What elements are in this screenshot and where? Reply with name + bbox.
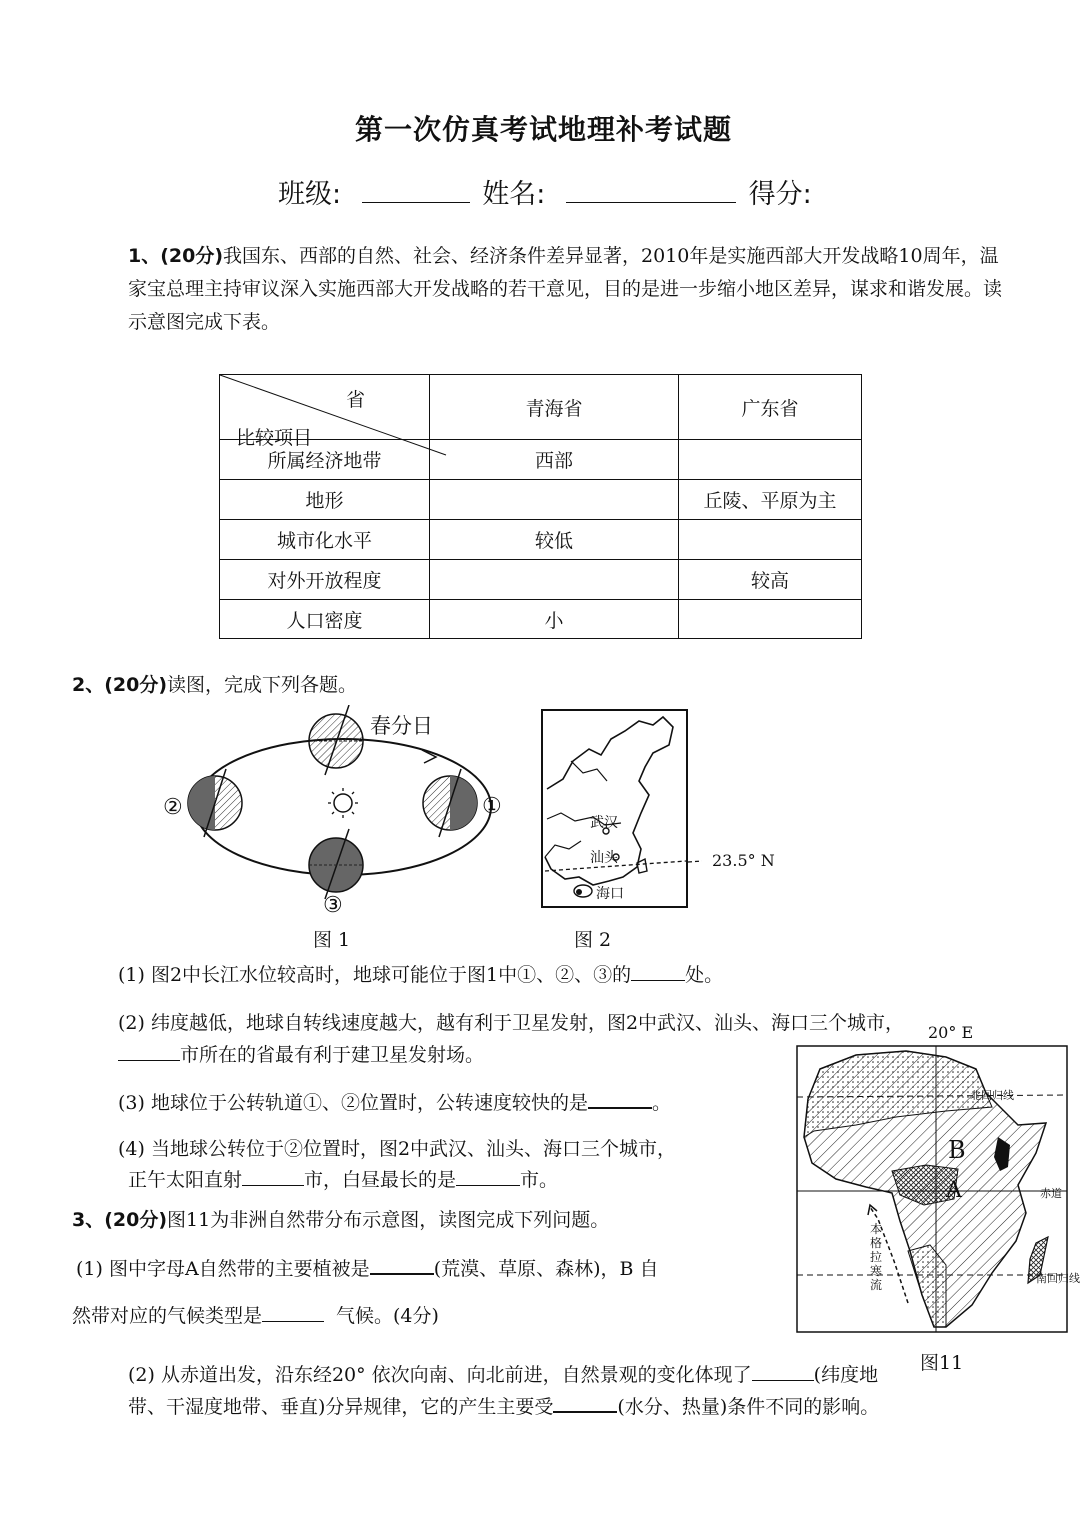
- q2-sub2-line2: 市所在的省最有利于建卫星发射场。: [118, 1040, 484, 1067]
- answer-blank[interactable]: [752, 1360, 814, 1381]
- answer-blank[interactable]: [118, 1040, 180, 1061]
- tropic-south-label: 南回归线: [1036, 1272, 1080, 1285]
- question-1: [128, 240, 1013, 339]
- q3-sub1-line1: (1) 图中字母A自然带的主要植被是 (荒漠、草原、森林)，B 自: [76, 1253, 659, 1281]
- q3-sub2-line1: (2) 从赤道出发，沿东经20° 依次向南、向北前进，自然景观的变化体现了 (纬度地: [128, 1360, 878, 1387]
- cell-guangdong[interactable]: [679, 520, 862, 560]
- answer-blank[interactable]: [553, 1391, 617, 1413]
- tropic-north-label: 北回归线: [970, 1089, 1014, 1102]
- cell-guangdong[interactable]: [679, 600, 862, 639]
- page-title: 第一次仿真考试地理补考试题: [354, 113, 732, 146]
- cell-qinghai[interactable]: 较低: [430, 520, 679, 560]
- q3-number: 3、(20分): [72, 1209, 168, 1231]
- cell-guangdong[interactable]: [679, 440, 862, 480]
- score-label: 得分:: [748, 179, 812, 210]
- q3-sub1-line2: 然带对应的气候类型是 气候。(4分): [72, 1301, 439, 1328]
- q2-sub1: (1) 图2中长江水位较高时，地球可能位于图1中①、②、③的 处。: [118, 960, 723, 987]
- earth-position-2-icon: [188, 769, 242, 837]
- class-label: 班级:: [278, 179, 342, 210]
- q2-sub2-line1: (2) 纬度越低，地球自转线速度越大，越有利于卫星发射，图2中武汉、汕头、海口三个城市，: [118, 1012, 905, 1034]
- position-3-label: ③: [323, 893, 343, 918]
- earth-top-icon: [309, 705, 363, 775]
- latitude-label: 23.5° N: [712, 851, 775, 870]
- corner-top-label: 省: [346, 389, 366, 411]
- cell-qinghai[interactable]: [430, 560, 679, 600]
- meridian-label: 20° E: [928, 1023, 974, 1042]
- row-label: 人口密度: [220, 600, 430, 639]
- q2-intro: 读图，完成下列各题。: [167, 674, 358, 696]
- answer-blank[interactable]: [631, 960, 685, 981]
- column-header-guangdong: 广东省: [679, 375, 862, 440]
- answer-blank[interactable]: [456, 1165, 520, 1186]
- figure-2-china-map: [541, 709, 689, 909]
- zone-label-b: B: [948, 1136, 966, 1164]
- cell-qinghai[interactable]: [430, 480, 679, 520]
- row-label: 所属经济地带: [220, 440, 430, 480]
- city-label-shantou: 汕头: [590, 850, 618, 866]
- figure-2-caption: 图 2: [574, 929, 612, 951]
- answer-blank[interactable]: [370, 1253, 434, 1275]
- earth-position-1-icon: [423, 769, 477, 837]
- answer-blank[interactable]: [242, 1165, 304, 1186]
- student-info-row: [278, 172, 812, 211]
- earth-position-3-icon: [309, 829, 363, 899]
- figure-11-caption: 图11: [920, 1352, 964, 1374]
- position-2-label: ②: [163, 795, 183, 820]
- city-label-haikou: 海口: [596, 886, 624, 902]
- figure-1-caption: 图 1: [313, 929, 351, 951]
- q3-intro: 图11为非洲自然带分布示意图，读图完成下列问题。: [167, 1209, 610, 1231]
- q2-sub4-line1: (4) 当地球公转位于②位置时，图2中武汉、汕头、海口三个城市，: [118, 1138, 677, 1160]
- benguela-current-label: 本格拉寒流: [870, 1222, 883, 1292]
- equator-label: 赤道: [1040, 1187, 1062, 1200]
- name-blank[interactable]: [566, 180, 736, 203]
- position-1-label: ①: [482, 794, 502, 819]
- answer-blank[interactable]: [588, 1087, 652, 1109]
- column-header-qinghai: 青海省: [430, 375, 679, 440]
- row-label: 对外开放程度: [220, 560, 430, 600]
- comparison-table: [219, 374, 862, 639]
- cell-qinghai[interactable]: 小: [430, 600, 679, 639]
- q1-text: 我国东、西部的自然、社会、经济条件差异显著，2010年是实施西部大开发战略10周年，温家宝总理主持审议深入实施西部大开发战略的若干意见，目的是进一步缩小地区差异，谋求和谐发展。读示意图完成下表。: [128, 245, 1003, 333]
- table-corner-cell: [220, 375, 430, 449]
- tropic-dashed-extension: [688, 859, 702, 865]
- class-blank[interactable]: [362, 180, 470, 203]
- name-label: 姓名:: [482, 179, 546, 210]
- question-2-heading: [72, 670, 357, 697]
- cell-guangdong[interactable]: 较高: [679, 560, 862, 600]
- q2-sub4-line2: 正午太阳直射 市，白昼最长的是 市。: [128, 1165, 558, 1192]
- q3-sub2-line2: 带、干湿度地带、垂直)分异规律，它的产生主要受 (水分、热量)条件不同的影响。: [128, 1391, 879, 1419]
- question-3-heading: [72, 1205, 609, 1232]
- sun-icon: [328, 788, 358, 818]
- cell-guangdong[interactable]: 丘陵、平原为主: [679, 480, 862, 520]
- cell-qinghai[interactable]: 西部: [430, 440, 679, 480]
- q1-number: 1、(20分): [128, 245, 224, 267]
- row-label: 地形: [220, 480, 430, 520]
- equinox-label: 春分日: [370, 714, 433, 738]
- corner-bottom-label: 比较项目: [236, 427, 313, 449]
- figure-11-africa-map: [796, 1045, 1068, 1333]
- row-label: 城市化水平: [220, 520, 430, 560]
- q2-number: 2、(20分): [72, 674, 168, 696]
- city-label-wuhan: 武汉: [590, 815, 618, 831]
- q2-sub3: (3) 地球位于公转轨道①、②位置时，公转速度较快的是 。: [118, 1087, 671, 1115]
- answer-blank[interactable]: [262, 1301, 324, 1322]
- zone-label-a: A: [946, 1178, 962, 1203]
